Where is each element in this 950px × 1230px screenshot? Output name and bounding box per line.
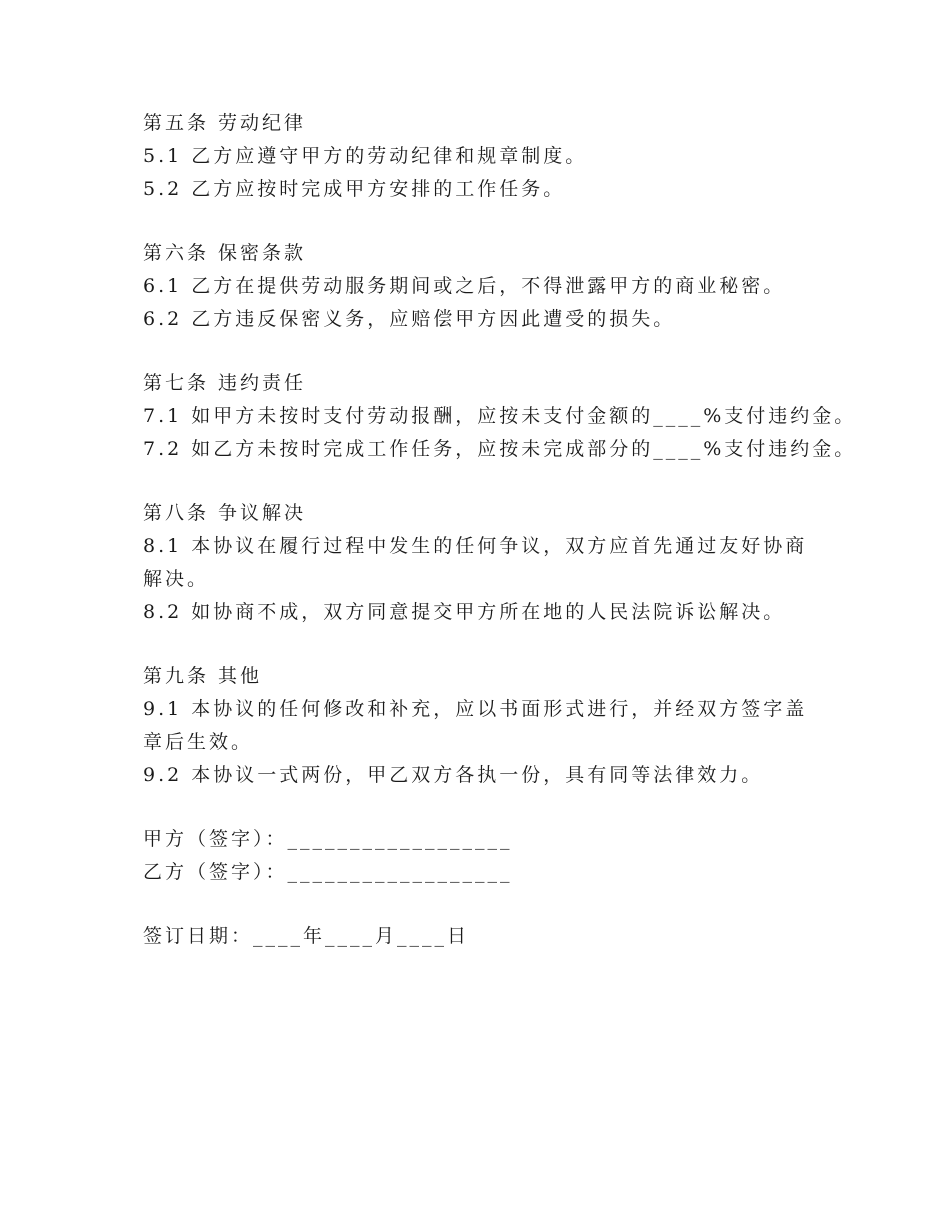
spacer [143, 466, 863, 497]
section-heading: 第七条 违约责任 [143, 372, 307, 394]
clause-line: 7.2 如乙方未按时完成工作任务，应按未完成部分的____%支付违约金。 [143, 438, 857, 460]
contract-page [143, 107, 863, 953]
section-heading: 第八条 争议解决 [143, 502, 307, 524]
clause-line: 9.2 本协议一式两份，甲乙双方各执一份，具有同等法律效力。 [143, 764, 764, 786]
section-heading: 第六条 保密条款 [143, 242, 307, 264]
spacer [143, 629, 863, 660]
party-a-signature-line: 甲方（签字）：__________________ [143, 828, 513, 850]
clause-line: 7.1 如甲方未按时支付劳动报酬，应按未支付金额的____%支付违约金。 [143, 405, 857, 427]
clause-line: 章后生效。 [143, 731, 254, 753]
clause-line: 5.1 乙方应遵守甲方的劳动纪律和规章制度。 [143, 145, 588, 167]
clause-line: 8.1 本协议在履行过程中发生的任何争议，双方应首先通过友好协商 [143, 535, 808, 557]
party-b-signature-line: 乙方（签字）：__________________ [143, 861, 513, 883]
clause-line: 解决。 [143, 568, 210, 590]
section-heading: 第五条 劳动纪律 [143, 112, 307, 134]
clause-line: 6.2 乙方违反保密义务，应赔偿甲方因此遭受的损失。 [143, 308, 676, 330]
spacer [143, 336, 863, 367]
clause-line: 8.2 如协商不成，双方同意提交甲方所在地的人民法院诉讼解决。 [143, 601, 786, 623]
section-heading: 第九条 其他 [143, 665, 263, 687]
clause-line: 9.1 本协议的任何修改和补充，应以书面形式进行，并经双方签字盖 [143, 698, 808, 720]
signing-date-line: 签订日期：____年____月____日 [143, 925, 470, 947]
clause-line: 6.1 乙方在提供劳动服务期间或之后，不得泄露甲方的商业秘密。 [143, 275, 786, 297]
spacer [143, 206, 863, 237]
clause-line: 5.2 乙方应按时完成甲方安排的工作任务。 [143, 178, 566, 200]
spacer [143, 889, 863, 920]
spacer [143, 792, 863, 823]
